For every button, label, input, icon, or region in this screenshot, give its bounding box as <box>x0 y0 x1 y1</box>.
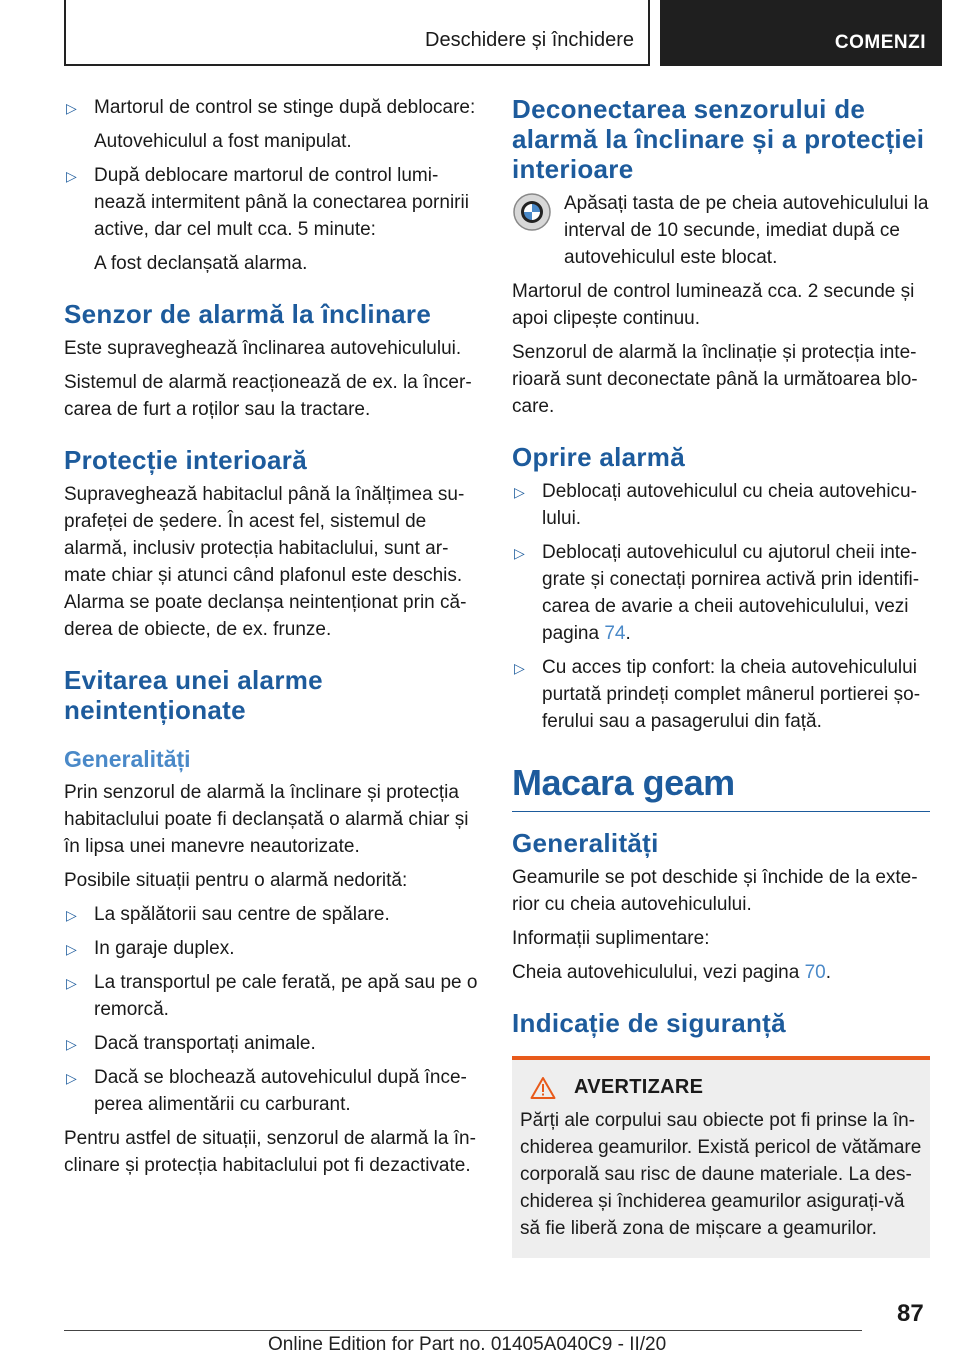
paragraph: Informații suplimentare: <box>512 928 710 949</box>
list-item: ▷ Deblocați autovehiculul cu cheia autovehiculului. <box>514 481 917 529</box>
list-item: ▷ Dacă se blochează autovehiculul după începerea alimentării cu carburant. <box>66 1067 467 1115</box>
page-link-74[interactable]: 74 <box>604 623 626 644</box>
paragraph: Apăsați tasta de pe cheia autovehiculului la interval de 10 secunde, imediat după ce autovehiculul este blocat. <box>564 193 929 268</box>
paragraph: Prin senzorul de alarmă la înclinare și protecția habitaclului poate fi declanșată o alarmă chiar și în lipsa unei manevre neautorizate. <box>64 782 469 857</box>
bullet-triangle-icon: ▷ <box>514 484 525 500</box>
header-section-box <box>64 0 650 66</box>
list-item-note: A fost declanșată alarma. <box>94 253 308 274</box>
chapter-title-window-lift: Macara geam <box>512 761 930 812</box>
paragraph: Martorul de control luminează cca. 2 secunde și apoi clipește continuu. <box>512 281 915 329</box>
warning-header <box>520 1074 922 1101</box>
paragraph: Pentru astfel de situații, senzorul de alarmă la înclinare și protecția habitaclului pot fi dezactivate. <box>64 1128 476 1176</box>
warning-text: Părți ale corpului sau obiecte pot fi prinse la închiderea geamurilor. Există pericol de vătămare corporală sau risc de daune materiale. La deschiderea și închiderea geamurilor asigurați-vă să fie liberă zona de mișcare a geamurilor. <box>520 1110 922 1239</box>
paragraph: Supraveghează habitaclul până la înălțimea suprafeței de ședere. În acest fel, sistemul de alarmă, inclusiv protecția habitaclului, sunt armate chiar și atunci când plafonul este deschis. Alarma se poate declanșa neintenționat prin căderea de obiecte, de ex. frunze. <box>64 484 467 640</box>
page-number: 87 <box>897 1300 924 1327</box>
section-heading-interior-protection: Protecție interioară <box>64 445 307 475</box>
paragraph: Cheia autovehiculului, vezi pagina 70. <box>512 962 832 983</box>
bullet-triangle-icon: ▷ <box>66 168 77 184</box>
bullet-triangle-icon: ▷ <box>66 975 77 991</box>
left-column <box>64 94 482 1186</box>
bullet-triangle-icon: ▷ <box>66 907 77 923</box>
section-heading-tilt-sensor: Senzor de alarmă la înclinare <box>64 299 432 329</box>
key-button-icon <box>512 192 552 232</box>
list-item: ▷ După deblocare martorul de control luminează intermitent până la conectarea pornirii active, dar cel mult cca. 5 minute: <box>66 165 469 240</box>
paragraph: Este supraveghează înclinarea autovehiculului. <box>64 338 462 359</box>
right-column <box>512 94 930 1258</box>
warning-box <box>512 1056 930 1258</box>
header-chapter-label: COMENZI <box>834 32 926 53</box>
list-item: ▷ In garaje duplex. <box>64 935 482 962</box>
paragraph: Sistemul de alarmă reacționează de ex. la încercarea de furt a roților sau la tractare. <box>64 372 472 420</box>
footer-divider <box>64 1330 862 1331</box>
list-item: ▷ Martorul de control se stinge după deblocare: <box>64 94 482 121</box>
section-heading-avoid-false-alarm: Evitarea unei alarme neintenționate <box>64 665 323 725</box>
list-item-note: Autovehiculul a fost manipulat. <box>94 131 352 152</box>
bullet-triangle-icon: ▷ <box>66 100 77 116</box>
warning-triangle-icon <box>530 1076 556 1100</box>
key-instruction <box>512 190 930 271</box>
header-chapter-tab <box>660 0 942 66</box>
header-section-title: Deschidere și închidere <box>425 29 634 51</box>
footer-edition: Online Edition for Part no. 01405A040C9 - II/20 <box>268 1334 667 1355</box>
section-heading-general: Generalități <box>512 828 659 858</box>
list-item: ▷ Deblocați autovehiculul cu ajutorul cheii integrate și conectați pornirea activă prin identificarea de avarie a cheii autovehiculului, vezi pagina 74. <box>514 542 920 644</box>
warning-title: AVERTIZARE <box>574 1076 704 1098</box>
section-heading-disconnect: Deconectarea senzorului de alarmă la înclinare și a protecției interioare <box>512 94 925 184</box>
page-link-70[interactable]: 70 <box>804 962 826 983</box>
list-item: ▷ Cu acces tip confort: la cheia autovehiculului purtată prindeți complet mânerul portierei șoferului sau a pasagerului din față. <box>514 657 921 732</box>
list-item: ▷ La spălătorii sau centre de spălare. <box>64 901 482 928</box>
section-heading-safety: Indicație de siguranță <box>512 1008 786 1038</box>
bullet-triangle-icon: ▷ <box>514 660 525 676</box>
list-item: ▷ La transportul pe cale ferată, pe apă sau pe o remorcă. <box>66 972 478 1020</box>
paragraph: Geamurile se pot deschide și închide de la exterior cu cheia autovehiculului. <box>512 867 918 915</box>
paragraph: Posibile situații pentru o alarmă nedorită: <box>64 870 408 891</box>
bullet-triangle-icon: ▷ <box>514 545 525 561</box>
bullet-triangle-icon: ▷ <box>66 1070 77 1086</box>
paragraph: Senzorul de alarmă la înclinație și protecția interioară sunt deconectate până la următoarea blocare. <box>512 342 918 417</box>
subheading-general: Generalități <box>64 746 191 772</box>
section-heading-stop-alarm: Oprire alarmă <box>512 442 685 472</box>
bullet-triangle-icon: ▷ <box>66 941 77 957</box>
list-item: ▷ Dacă transportați animale. <box>64 1030 482 1057</box>
bullet-triangle-icon: ▷ <box>66 1036 77 1052</box>
